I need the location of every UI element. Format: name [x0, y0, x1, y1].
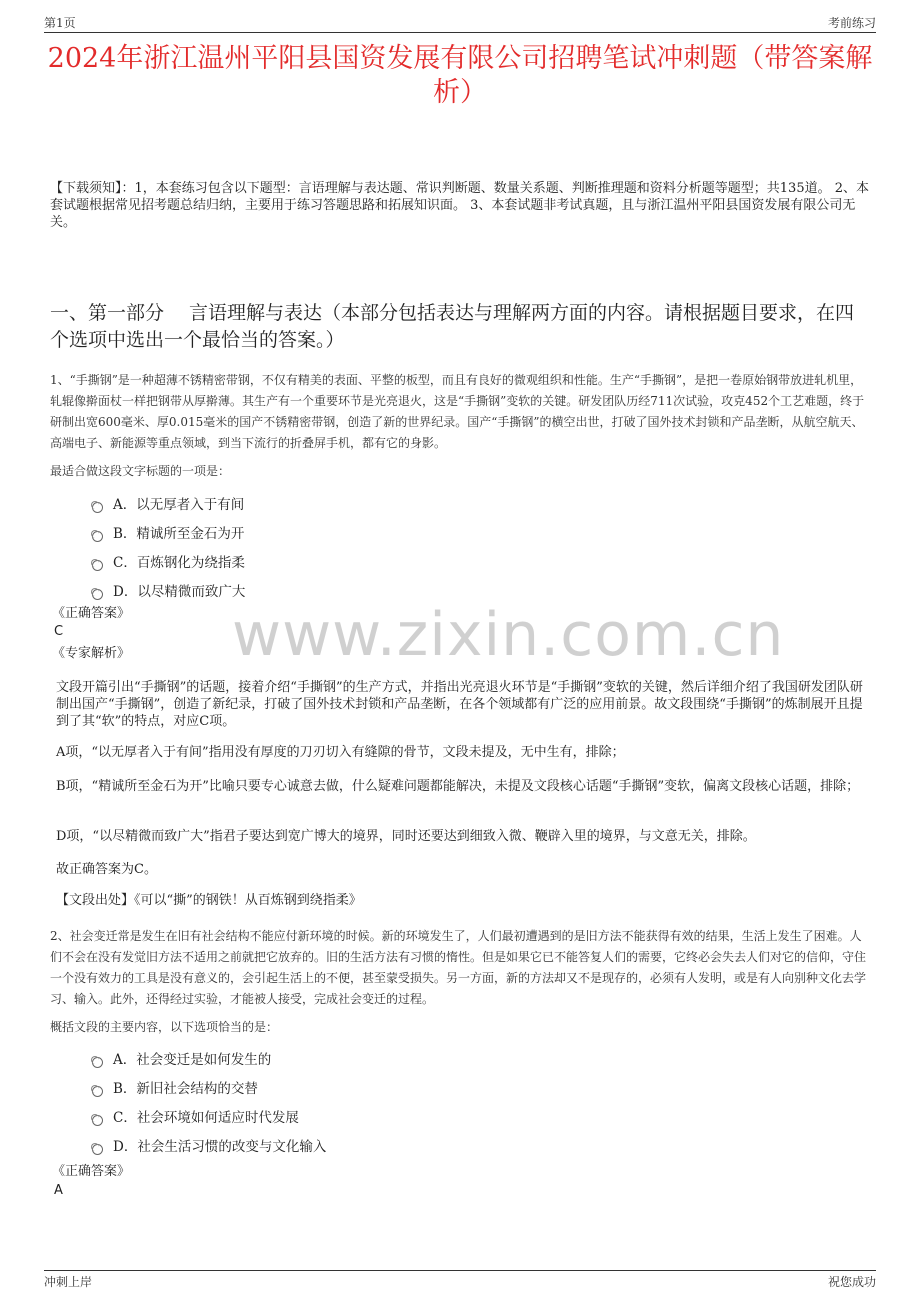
answer-value: C [54, 624, 64, 639]
page-footer [44, 1270, 876, 1295]
page-header [44, 10, 876, 33]
answer-value: A [54, 1183, 63, 1198]
section-title: 一、第一部分 言语理解与表达（本部分包括表达与理解两方面的内容。请根据题目要求，在四个选项中选出一个最恰当的答案。） [50, 302, 855, 351]
option-b[interactable]: B．精诚所至金石为开 [92, 524, 245, 553]
source-citation: 【文段出处】《可以“撕”的钢铁！从百炼钢到绕指柔》 [56, 893, 362, 908]
analysis-paragraph: D项，“以尽精微而致广大”指君子要达到宽广博大的境界，同时还要达到细致入微、鞭辟入里的境界，与文意无关，排除。 [56, 829, 756, 844]
analysis-label: 《专家解析》 [52, 646, 131, 661]
radio-icon[interactable] [92, 531, 103, 542]
option-a[interactable]: A．社会变迁是如何发生的 [92, 1050, 326, 1079]
radio-icon[interactable] [92, 1057, 103, 1068]
radio-icon[interactable] [92, 1115, 103, 1126]
option-b[interactable]: B．新旧社会结构的交替 [92, 1079, 326, 1108]
question-2-prompt: 概括文段的主要内容，以下选项恰当的是： [50, 1020, 279, 1034]
radio-icon[interactable] [92, 589, 103, 600]
download-notice: 【下载须知】：1，本套练习包含以下题型：言语理解与表达题、常识判断题、数量关系题、判断推理题和资料分析题等题型；共135道。 2、本套试题根据常见招考题总结归纳，主要用于练习答题思路和拓展知识面。 3、本套试题非考试真题，且与浙江温州平阳县国资发展有限公司无关。 [50, 181, 869, 230]
analysis-paragraph: 故正确答案为C。 [56, 862, 157, 877]
page-number: 第1页 [44, 16, 76, 30]
analysis-paragraph: A项，“以无厚者入于有间”指用没有厚度的刀刃切入有缝隙的骨节，文段未提及，无中生有，排除； [56, 745, 625, 760]
radio-icon[interactable] [92, 560, 103, 571]
header-label: 考前练习 [827, 16, 876, 30]
option-c[interactable]: C．百炼钢化为绕指柔 [92, 553, 245, 582]
analysis-paragraph: B项，“精诚所至金石为开”比喻只要专心诚意去做，什么疑难问题都能解决，未提及文段核心话题“手撕钢”变软，偏离文段核心话题，排除； [56, 779, 860, 794]
option-d[interactable]: D．社会生活习惯的改变与文化输入 [92, 1137, 326, 1166]
option-c[interactable]: C．社会环境如何适应时代发展 [92, 1108, 326, 1137]
option-d[interactable]: D．以尽精微而致广大 [92, 582, 245, 611]
question-1-options [92, 495, 245, 611]
option-a[interactable]: A．以无厚者入于有间 [92, 495, 245, 524]
question-2-options [92, 1050, 326, 1166]
footer-right: 祝您成功 [827, 1275, 876, 1289]
radio-icon[interactable] [92, 1144, 103, 1155]
watermark: www.zixin.com.cn [232, 600, 785, 670]
radio-icon[interactable] [92, 1086, 103, 1097]
document-title: 2024年浙江温州平阳县国资发展有限公司招聘笔试冲刺题（带答案解析） [47, 43, 873, 108]
footer-left: 冲刺上岸 [44, 1275, 93, 1289]
analysis-paragraph: 文段开篇引出“手撕钢”的话题，接着介绍“手撕钢”的生产方式，并指出光亮退火环节是“手撕钢”变软的关键，然后详细介绍了我国研发团队研制出国产“手撕钢”，创造了新纪录，打破了国外技术封锁和产品垄断，在各个领域都有广泛的应用前景。故文段围绕“手撕钢”的炼制展开且提到了其“软”的特点，对应C项。 [56, 680, 863, 729]
question-1-prompt: 最适合做这段文字标题的一项是： [50, 464, 231, 478]
answer-label: 《正确答案》 [52, 606, 131, 621]
question-2-text: 2、社会变迁常是发生在旧有社会结构不能应付新环境的时候。新的环境发生了，人们最初遭遇到的是旧方法不能获得有效的结果，生活上发生了困难。人们不会在没有发觉旧方法不适用之前就把它放弃的。旧的生活方法有习惯的惰性。但是如果它已不能答复人们的需要，它终必会失去人们对它的信仰，守住一个没有效力的工具是没有意义的，会引起生活上的不便，甚至蒙受损失。另一方面，新的方法却又不是现存的，必须有人发明，或是有人向别种文化去学习、输入。此外，还得经过实验，才能被人接受，完成社会变迁的过程。 [50, 929, 867, 1006]
radio-icon[interactable] [92, 502, 103, 513]
answer-label: 《正确答案》 [52, 1164, 131, 1179]
question-1-text: 1、“手撕钢”是一种超薄不锈精密带钢，不仅有精美的表面、平整的板型，而且有良好的微观组织和性能。生产“手撕钢”，是把一卷原始钢带放进轧机里，轧辊像擀面杖一样把钢带从厚擀薄。其生产有一个重要环节是光亮退火，这是“手撕钢”变软的关键。研发团队历经711次试验，攻克452个工艺难题，终于研制出宽600毫米、厚0.015毫米的国产不锈精密带钢，创造了新的世界纪录。国产“手撕钢”的横空出世，打破了国外技术封锁和产品垄断，从航空航天、高端电子、新能源等重点领域，到当下流行的折叠屏手机，都有它的身影。 [50, 373, 865, 450]
